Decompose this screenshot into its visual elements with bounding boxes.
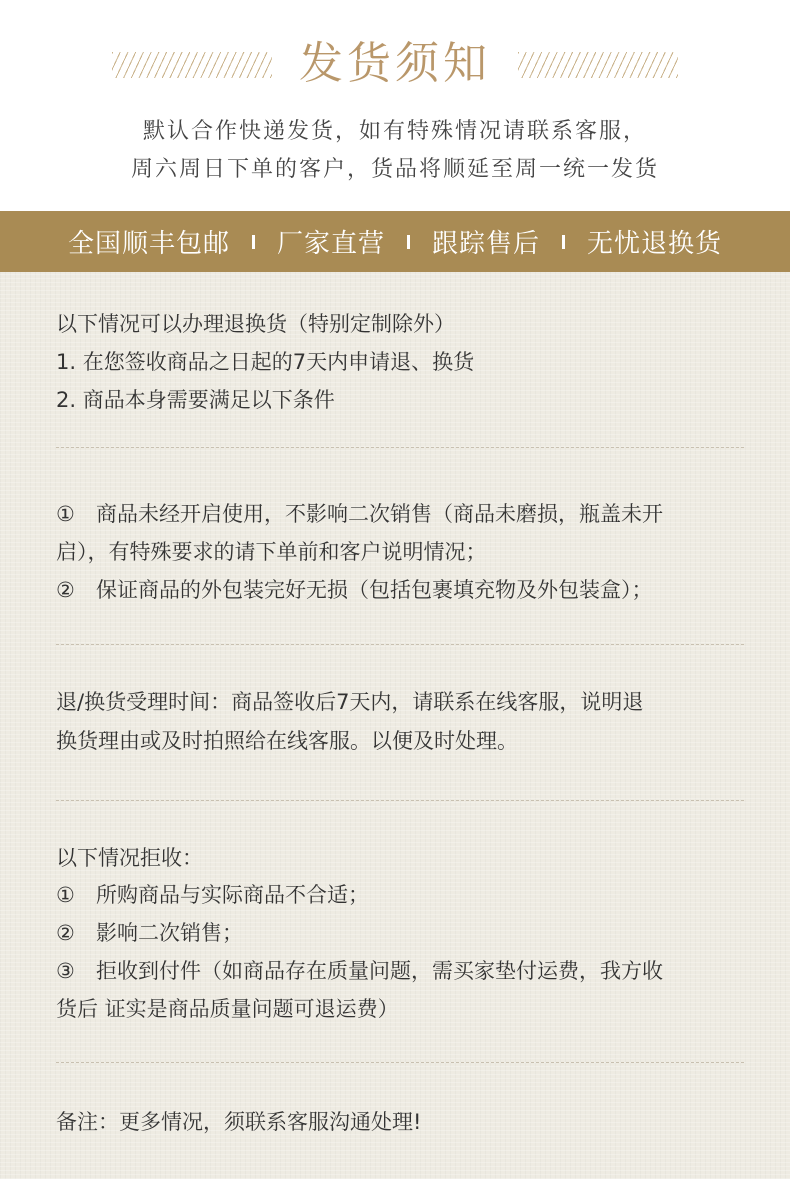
- banner-separator: [562, 235, 565, 249]
- remark-note: 备注：更多情况，须联系客服沟通处理!: [56, 1110, 422, 1134]
- rejection-item-3: [56, 955, 663, 985]
- rejection-item-3-text: 拒收到付件（如商品存在质量问题，需买家垫付运费，我方收: [96, 959, 663, 983]
- dashed-divider: [56, 800, 744, 801]
- header: [0, 0, 790, 211]
- item-marker: ②: [56, 578, 75, 602]
- shipping-note-line-1: 默认合作快递发货，如有特殊情况请联系客服，: [142, 119, 647, 144]
- banner-item-after-sales: 跟踪售后: [432, 229, 541, 259]
- item-marker: ②: [56, 921, 75, 945]
- page-title: 发货须知: [299, 38, 491, 89]
- banner-item-returns: 无忧退换货: [587, 229, 723, 259]
- rejection-item-2-text: 影响二次销售；: [96, 921, 243, 945]
- dashed-divider: [56, 447, 744, 448]
- dashed-divider: [56, 644, 744, 645]
- decorative-stripes-left: [112, 52, 272, 78]
- condition-item-1: [56, 498, 663, 528]
- dashed-divider: [56, 1062, 744, 1063]
- condition-item-1-cont: 启），有特殊要求的请下单前和客户说明情况；: [56, 540, 487, 564]
- rejection-item-1-text: 所购商品与实际商品不合适；: [96, 883, 369, 907]
- policy-content: [0, 272, 790, 1179]
- decorative-stripes-right: [518, 52, 678, 78]
- return-condition-1: 1. 在您签收商品之日起的7天内申请退、换货: [56, 350, 475, 374]
- shipping-note-line-2: 周六周日下单的客户，货品将顺延至周一统一发货: [130, 157, 659, 182]
- return-time-line-2: 换货理由或及时拍照给在线客服。以便及时处理。: [56, 729, 518, 753]
- item-marker: ①: [56, 502, 75, 526]
- item-marker: ③: [56, 959, 75, 983]
- rejection-item-1: [56, 879, 369, 909]
- return-conditions-heading: 以下情况可以办理退换货（特别定制除外）: [56, 312, 455, 336]
- condition-item-2-text: 保证商品的外包装完好无损（包括包裹填充物及外包装盒）；: [96, 578, 653, 602]
- return-condition-2: 2. 商品本身需要满足以下条件: [56, 388, 335, 412]
- item-marker: ①: [56, 883, 75, 907]
- banner-item-free-shipping: 全国顺丰包邮: [67, 229, 230, 259]
- banner-separator: [407, 235, 410, 249]
- banner-item-direct-sale: 厂家直营: [276, 229, 385, 259]
- banner-separator: [252, 235, 255, 249]
- service-banner: [0, 211, 790, 272]
- return-time-line-1: 退/换货受理时间：商品签收后7天内，请联系在线客服，说明退: [56, 690, 644, 714]
- rejection-heading: 以下情况拒收：: [56, 846, 203, 870]
- condition-item-2: [56, 574, 653, 604]
- rejection-item-3-cont: 货后 证实是商品质量问题可退运费）: [56, 997, 399, 1021]
- rejection-item-2: [56, 917, 243, 947]
- condition-item-1-text: 商品未经开启使用，不影响二次销售（商品未磨损，瓶盖未开: [96, 502, 663, 526]
